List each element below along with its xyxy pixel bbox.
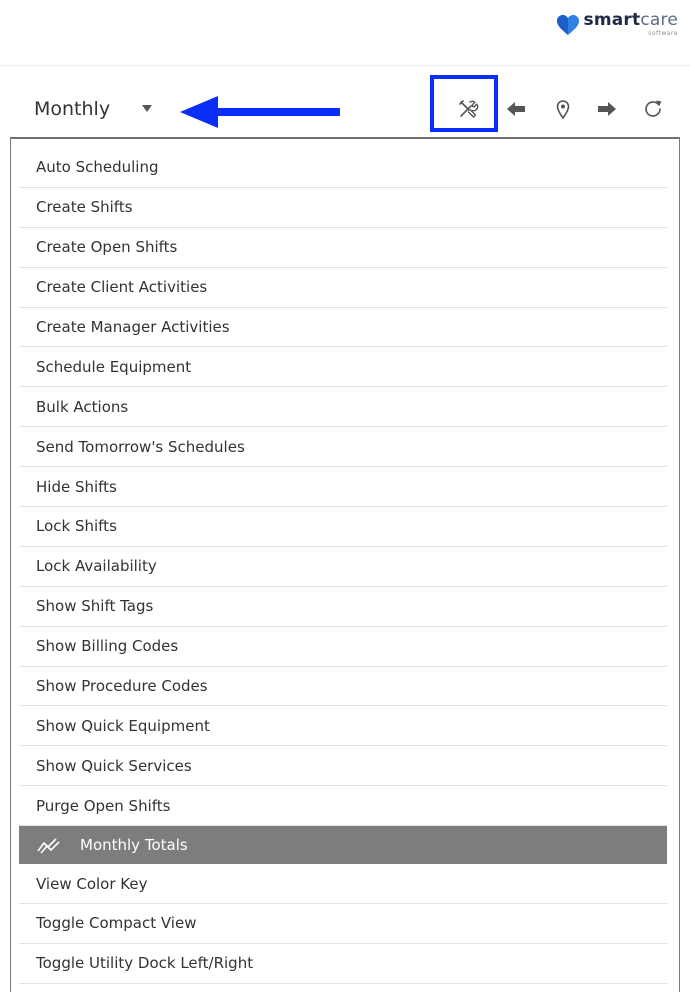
menu-item-send-tomorrows-schedules[interactable]: Send Tomorrow's Schedules bbox=[19, 427, 667, 467]
menu-item-create-shifts[interactable]: Create Shifts bbox=[19, 188, 667, 228]
menu-item-hide-shifts[interactable]: Hide Shifts bbox=[19, 467, 667, 507]
menu-item-view-color-key[interactable]: View Color Key bbox=[19, 864, 667, 904]
menu-list bbox=[19, 148, 667, 984]
menu-item-create-open-shifts[interactable]: Create Open Shifts bbox=[19, 228, 667, 268]
annotation-arrow-left-icon bbox=[180, 94, 342, 130]
refresh-icon bbox=[642, 98, 664, 120]
trend-chart-icon bbox=[36, 836, 62, 854]
menu-item-lock-shifts[interactable]: Lock Shifts bbox=[19, 507, 667, 547]
menu-item-show-quick-equipment[interactable]: Show Quick Equipment bbox=[19, 706, 667, 746]
menu-item-create-manager-activities[interactable]: Create Manager Activities bbox=[19, 308, 667, 348]
menu-item-toggle-utility-dock[interactable]: Toggle Utility Dock Left/Right bbox=[19, 944, 667, 984]
arrow-left-icon bbox=[506, 100, 526, 118]
location-pin-icon bbox=[555, 99, 571, 119]
heart-icon bbox=[556, 14, 580, 36]
next-button[interactable] bbox=[594, 96, 620, 122]
menu-item-show-billing-codes[interactable]: Show Billing Codes bbox=[19, 627, 667, 667]
logo-tagline: software bbox=[648, 30, 678, 37]
menu-item-schedule-equipment[interactable]: Schedule Equipment bbox=[19, 347, 667, 387]
tools-dropdown-menu bbox=[10, 137, 680, 992]
tools-icon bbox=[457, 98, 479, 120]
smartcare-logo bbox=[556, 12, 678, 37]
menu-item-bulk-actions[interactable]: Bulk Actions bbox=[19, 387, 667, 427]
menu-item-lock-availability[interactable]: Lock Availability bbox=[19, 547, 667, 587]
location-button[interactable] bbox=[550, 96, 576, 122]
menu-item-create-client-activities[interactable]: Create Client Activities bbox=[19, 268, 667, 308]
tools-button[interactable] bbox=[455, 96, 481, 122]
menu-item-show-shift-tags[interactable]: Show Shift Tags bbox=[19, 587, 667, 627]
previous-button[interactable] bbox=[503, 96, 529, 122]
logo-wordmark: smartcare bbox=[583, 10, 678, 30]
refresh-button[interactable] bbox=[640, 96, 666, 122]
view-mode-dropdown[interactable] bbox=[34, 98, 152, 120]
menu-item-toggle-compact-view[interactable]: Toggle Compact View bbox=[19, 904, 667, 944]
menu-item-purge-open-shifts[interactable]: Purge Open Shifts bbox=[19, 786, 667, 826]
menu-item-monthly-totals[interactable]: Monthly Totals bbox=[19, 826, 667, 864]
menu-item-show-quick-services[interactable]: Show Quick Services bbox=[19, 746, 667, 786]
header-bar bbox=[0, 0, 690, 66]
menu-item-show-procedure-codes[interactable]: Show Procedure Codes bbox=[19, 667, 667, 707]
menu-item-auto-scheduling[interactable]: Auto Scheduling bbox=[19, 148, 667, 188]
view-mode-label: Monthly bbox=[34, 98, 111, 120]
caret-down-icon bbox=[142, 105, 152, 112]
arrow-right-icon bbox=[597, 100, 617, 118]
